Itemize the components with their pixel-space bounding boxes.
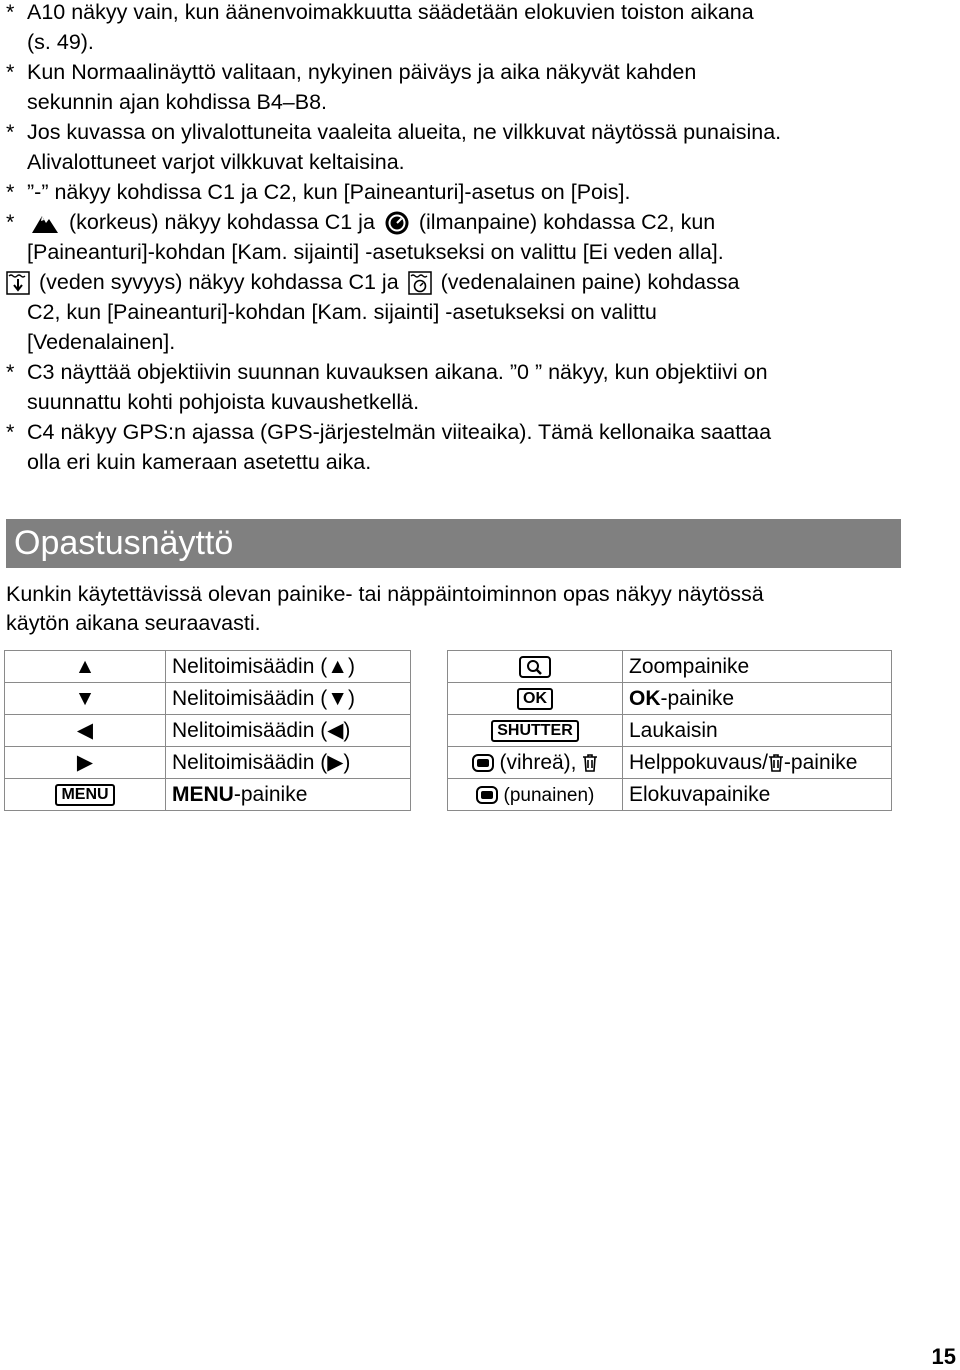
movie-key-cell <box>448 779 623 811</box>
note-1-line-1: A10 näkyy vain, kun äänenvoimakkuutta säädetään elokuvien toiston aikana <box>27 0 754 24</box>
record-button-icon <box>472 754 494 772</box>
table-row <box>448 747 892 779</box>
menu-label-bold: MENU <box>172 782 234 806</box>
guide-label <box>623 747 892 779</box>
ok-key-icon: OK <box>517 688 553 710</box>
guide-label: Elokuvapainike <box>623 779 892 811</box>
note-7-line-2: olla eri kuin kameraan asetettu aika. <box>27 450 372 474</box>
easy-label-b: -painike <box>783 750 858 774</box>
note-1-line-2: (s. 49). <box>27 30 94 54</box>
up-arrow-icon: ▲ <box>5 651 166 683</box>
guide-label <box>623 683 892 715</box>
section-intro <box>6 580 926 638</box>
note-2-line-2: sekunnin ajan kohdissa B4–B8. <box>27 90 328 114</box>
note-6-line-2: suunnattu kohti pohjoista kuvaushetkellä. <box>27 390 420 414</box>
ok-label-suffix: -painike <box>660 686 735 710</box>
notes-list <box>6 0 946 477</box>
ok-label-bold: OK <box>629 686 661 710</box>
shutter-key-cell <box>448 715 623 747</box>
bullet-star: * <box>6 180 15 204</box>
table-row <box>448 683 892 715</box>
menu-label-suffix: -painike <box>233 782 308 806</box>
shutter-key-icon: SHUTTER <box>491 720 579 742</box>
guide-label: Nelitoimisäädin (▲) <box>166 651 411 683</box>
zoom-icon <box>519 656 551 678</box>
note-5-pressure-text: (ilmanpaine) kohdassa C2, kun <box>418 210 716 234</box>
bullet-star: * <box>6 210 15 234</box>
underwater-pressure-icon <box>408 271 432 295</box>
bullet-star: * <box>6 360 15 384</box>
table-row <box>448 779 892 811</box>
page-number: 15 <box>931 1344 956 1369</box>
red-label: (punainen) <box>503 784 595 806</box>
note-5-line-4: C2, kun [Paineanturi]-kohdan [Kam. sijainti] -asetukseksi on valittu <box>27 300 657 324</box>
table-row <box>448 651 892 683</box>
note-3 <box>6 117 946 177</box>
note-7 <box>6 417 946 477</box>
note-5 <box>6 207 946 267</box>
water-depth-icon <box>6 271 30 295</box>
trash-icon <box>768 753 784 773</box>
bullet-star: * <box>6 120 15 144</box>
ok-key-cell <box>448 683 623 715</box>
guide-label <box>166 779 411 811</box>
note-4 <box>6 177 946 207</box>
table-row <box>5 747 411 779</box>
table-row <box>5 683 411 715</box>
note-6-line-1: C3 näyttää objektiivin suunnan kuvauksen aikana. ”0 ” näkyy, kun objektiivi on <box>27 360 768 384</box>
note-5-line-5: [Vedenalainen]. <box>27 330 176 354</box>
note-1 <box>6 0 946 57</box>
note-5-line-3 <box>6 267 946 297</box>
note-5-depth-text: (veden syvyys) näkyy kohdassa C1 ja <box>38 270 399 294</box>
guide-table-left <box>4 650 411 811</box>
guide-label: Zoompainike <box>623 651 892 683</box>
bullet-star: * <box>6 60 15 84</box>
note-3-line-1: Jos kuvassa on ylivalottuneita vaaleita alueita, ne vilkkuvat näytössä punaisina. <box>27 120 782 144</box>
guide-label: Nelitoimisäädin (◀) <box>166 715 411 747</box>
table-row <box>448 715 892 747</box>
right-arrow-icon: ▶ <box>5 747 166 779</box>
note-5-altitude-text: (korkeus) näkyy kohdassa C1 ja <box>68 210 375 234</box>
note-2 <box>6 57 946 117</box>
trash-icon <box>582 753 598 773</box>
bullet-star: * <box>6 0 15 24</box>
easy-key-cell <box>448 747 623 779</box>
note-5-line-2: [Paineanturi]-kohdan [Kam. sijainti] -asetukseksi on valittu [Ei veden alla]. <box>27 240 724 264</box>
guide-table-right <box>447 650 892 811</box>
green-label: (vihreä), <box>499 750 577 774</box>
intro-line-1: Kunkin käytettävissä olevan painike- tai näppäintoiminnon opas näkyy näytössä <box>6 582 764 606</box>
note-4-line-1: ”-” näkyy kohdissa C1 ja C2, kun [Paineanturi]-asetus on [Pois]. <box>27 180 631 204</box>
bullet-star: * <box>6 420 15 444</box>
table-row <box>5 651 411 683</box>
intro-line-2: käytön aikana seuraavasti. <box>6 611 261 635</box>
note-5-line-1 <box>27 207 946 237</box>
table-row <box>5 715 411 747</box>
guide-label: Nelitoimisäädin (▶) <box>166 747 411 779</box>
note-3-line-2: Alivalottuneet varjot vilkkuvat keltaisina. <box>27 150 405 174</box>
easy-label-a: Helppokuvaus/ <box>629 750 768 774</box>
menu-key-icon: MENU <box>55 784 114 806</box>
section-heading: Opastusnäyttö <box>6 519 901 568</box>
note-5-underwater-pressure-text: (vedenalainen paine) kohdassa <box>440 270 740 294</box>
zoom-key-cell <box>448 651 623 683</box>
note-7-line-1: C4 näkyy GPS:n ajassa (GPS-järjestelmän viiteaika). Tämä kellonaika saattaa <box>27 420 772 444</box>
altitude-icon <box>30 211 60 235</box>
note-5-underwater <box>6 267 946 357</box>
record-button-icon <box>476 786 498 804</box>
down-arrow-icon: ▼ <box>5 683 166 715</box>
note-2-line-1: Kun Normaalinäyttö valitaan, nykyinen päiväys ja aika näkyvät kahden <box>27 60 697 84</box>
guide-label: Laukaisin <box>623 715 892 747</box>
table-row <box>5 779 411 811</box>
guide-label: Nelitoimisäädin (▼) <box>166 683 411 715</box>
barometer-icon <box>384 210 410 236</box>
note-6 <box>6 357 946 417</box>
left-arrow-icon: ◀ <box>5 715 166 747</box>
menu-key-cell <box>5 779 166 811</box>
